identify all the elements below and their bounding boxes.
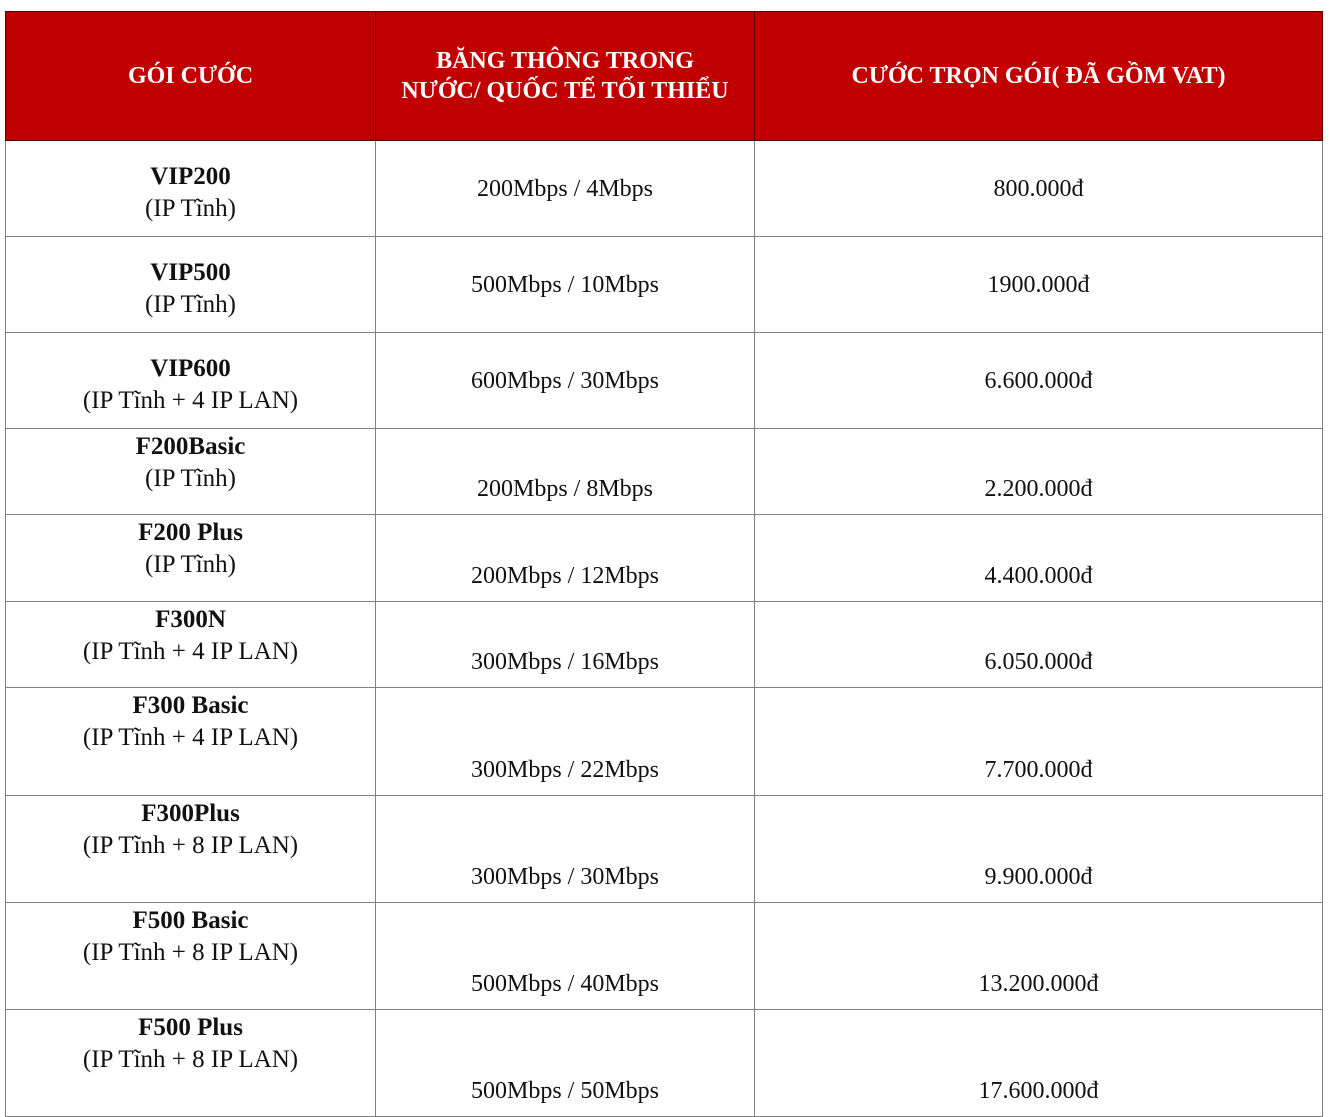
header-price [755,12,1323,141]
package-name: F500 Plus [138,1014,243,1041]
table-row [6,333,1323,429]
header-price-label: CƯỚC TRỌN GÓI( ĐÃ GỒM VAT) [851,63,1226,89]
package-name: F300 Basic [132,692,249,719]
table-row [6,688,1323,796]
price-cell: 2.200.000đ [755,429,1323,515]
package-cell [6,903,376,1010]
table-row [6,237,1323,333]
price-cell: 800.000đ [755,141,1323,237]
package-ip: (IP Tĩnh) [145,465,236,492]
price-cell: 7.700.000đ [755,688,1323,796]
bandwidth-cell: 500Mbps / 10Mbps [376,237,755,333]
header-package [6,12,376,141]
package-ip: (IP Tĩnh + 8 IP LAN) [82,832,299,859]
price-cell: 6.600.000đ [755,333,1323,429]
package-name: F300Plus [141,800,240,827]
package-name: VIP200 [150,162,231,190]
price-cell: 13.200.000đ [755,903,1323,1010]
table-row [6,1010,1323,1117]
package-ip: (IP Tĩnh + 8 IP LAN) [82,1046,299,1073]
price-cell: 17.600.000đ [755,1010,1323,1117]
bandwidth-cell: 300Mbps / 30Mbps [376,796,755,903]
package-cell [6,688,376,796]
package-ip: (IP Tĩnh) [145,290,236,318]
bandwidth-cell: 500Mbps / 50Mbps [376,1010,755,1117]
price-cell: 6.050.000đ [755,602,1323,688]
package-ip: (IP Tĩnh + 4 IP LAN) [82,724,299,751]
price-cell: 9.900.000đ [755,796,1323,903]
table-row [6,515,1323,602]
bandwidth-cell: 200Mbps / 12Mbps [376,515,755,602]
package-cell [6,333,376,429]
header-bandwidth [376,12,755,141]
package-name: F200Basic [135,433,246,460]
pricing-table [5,11,1323,1117]
bandwidth-cell: 200Mbps / 8Mbps [376,429,755,515]
package-name: VIP500 [150,258,231,286]
package-cell [6,429,376,515]
price-cell: 4.400.000đ [755,515,1323,602]
table-row [6,796,1323,903]
package-ip: (IP Tĩnh) [145,194,236,222]
table-row [6,602,1323,688]
package-cell [6,141,376,237]
package-cell [6,796,376,903]
price-cell: 1900.000đ [755,237,1323,333]
package-cell [6,237,376,333]
table-row [6,141,1323,237]
bandwidth-cell: 300Mbps / 16Mbps [376,602,755,688]
package-ip: (IP Tĩnh + 4 IP LAN) [82,386,299,414]
bandwidth-cell: 200Mbps / 4Mbps [376,141,755,237]
package-ip: (IP Tĩnh) [145,551,236,578]
table-header-row [6,12,1323,141]
header-bandwidth-line1: BĂNG THÔNG TRONG [436,48,694,74]
table-row [6,903,1323,1010]
table-row [6,429,1323,515]
package-name: F200 Plus [138,519,243,546]
package-name: F500 Basic [132,907,249,934]
package-cell [6,515,376,602]
package-name: F300N [155,606,226,633]
package-cell [6,602,376,688]
bandwidth-cell: 500Mbps / 40Mbps [376,903,755,1010]
package-name: VIP600 [150,354,231,382]
bandwidth-cell: 600Mbps / 30Mbps [376,333,755,429]
header-bandwidth-line2: NƯỚC/ QUỐC TẾ TỐI THIỂU [401,78,729,104]
package-cell [6,1010,376,1117]
bandwidth-cell: 300Mbps / 22Mbps [376,688,755,796]
header-package-label: GÓI CƯỚC [127,63,254,89]
package-ip: (IP Tĩnh + 4 IP LAN) [82,638,299,665]
package-ip: (IP Tĩnh + 8 IP LAN) [82,939,299,966]
